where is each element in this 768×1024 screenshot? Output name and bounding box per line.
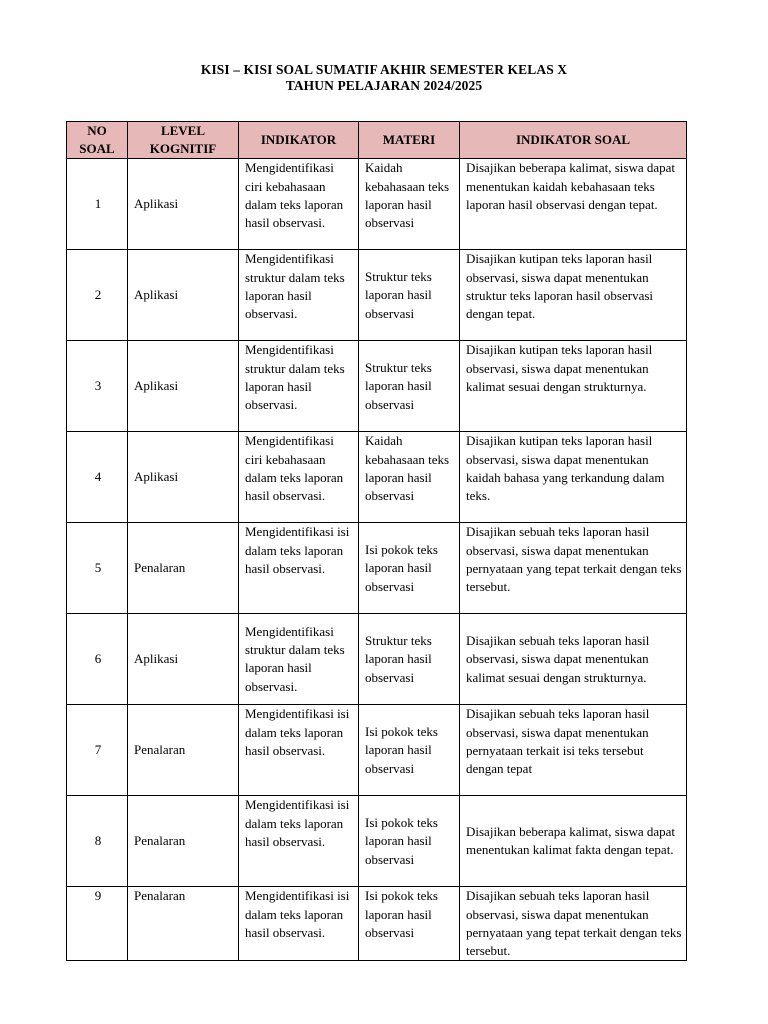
cell-level: Aplikasi — [128, 250, 239, 341]
cell-indikator: Mengidentifikasi struktur dalam teks laporan hasil observasi. — [239, 614, 359, 705]
table-row — [67, 523, 687, 614]
page-title — [0, 62, 768, 94]
cell-no: 5 — [67, 523, 128, 614]
cell-level: Penalaran — [128, 523, 239, 614]
cell-indikator-soal: Disajikan kutipan teks laporan hasil observasi, siswa dapat menentukan kaidah bahasa yang terkandung dalam teks. — [460, 432, 687, 523]
cell-materi: Isi pokok teks laporan hasil observasi — [359, 887, 460, 961]
header-no-soal: NO SOAL — [67, 122, 128, 159]
cell-no: 3 — [67, 341, 128, 432]
cell-indikator-soal: Disajikan sebuah teks laporan hasil observasi, siswa dapat menentukan pernyataan yang tepat terkait dengan teks tersebut. — [460, 523, 687, 614]
table-row — [67, 159, 687, 250]
cell-materi: Kaidah kebahasaan teks laporan hasil observasi — [359, 432, 460, 523]
table-row — [67, 250, 687, 341]
table-row — [67, 432, 687, 523]
cell-level: Penalaran — [128, 887, 239, 961]
header-materi: MATERI — [359, 122, 460, 159]
cell-level: Aplikasi — [128, 341, 239, 432]
cell-materi: Struktur teks laporan hasil observasi — [359, 614, 460, 705]
table-row — [67, 705, 687, 796]
cell-materi: Struktur teks laporan hasil observasi — [359, 250, 460, 341]
cell-indikator-soal: Disajikan beberapa kalimat, siswa dapat menentukan kalimat fakta dengan tepat. — [460, 796, 687, 887]
cell-indikator: Mengidentifikasi isi dalam teks laporan hasil observasi. — [239, 523, 359, 614]
cell-no: 4 — [67, 432, 128, 523]
cell-materi: Isi pokok teks laporan hasil observasi — [359, 796, 460, 887]
title-line-1: KISI – KISI SOAL SUMATIF AKHIR SEMESTER KELAS X — [200, 62, 568, 77]
header-indikator-soal: INDIKATOR SOAL — [460, 122, 687, 159]
cell-indikator-soal: Disajikan beberapa kalimat, siswa dapat menentukan kaidah kebahasaan teks laporan hasil observasi dengan tepat. — [460, 159, 687, 250]
cell-materi: Isi pokok teks laporan hasil observasi — [359, 705, 460, 796]
table-row — [67, 341, 687, 432]
header-indikator: INDIKATOR — [239, 122, 359, 159]
cell-indikator-soal: Disajikan kutipan teks laporan hasil observasi, siswa dapat menentukan kalimat sesuai dengan strukturnya. — [460, 341, 687, 432]
cell-materi: Struktur teks laporan hasil observasi — [359, 341, 460, 432]
cell-no: 7 — [67, 705, 128, 796]
cell-indikator: Mengidentifikasi ciri kebahasaan dalam teks laporan hasil observasi. — [239, 159, 359, 250]
cell-materi: Isi pokok teks laporan hasil observasi — [359, 523, 460, 614]
cell-indikator-soal: Disajikan sebuah teks laporan hasil observasi, siswa dapat menentukan pernyataan terkait isi teks tersebut dengan tepat — [460, 705, 687, 796]
cell-indikator-soal: Disajikan sebuah teks laporan hasil observasi, siswa dapat menentukan kalimat sesuai dengan strukturnya. — [460, 614, 687, 705]
cell-indikator: Mengidentifikasi isi dalam teks laporan hasil observasi. — [239, 796, 359, 887]
cell-no: 8 — [67, 796, 128, 887]
title-line-2: TAHUN PELAJARAN 2024/2025 — [285, 78, 483, 93]
cell-indikator-soal: Disajikan sebuah teks laporan hasil observasi, siswa dapat menentukan pernyataan yang tepat terkait dengan teks tersebut. — [460, 887, 687, 961]
cell-level: Penalaran — [128, 705, 239, 796]
kisi-kisi-table — [66, 121, 687, 961]
table-header-row — [67, 122, 687, 159]
cell-indikator-soal: Disajikan kutipan teks laporan hasil observasi, siswa dapat menentukan struktur teks laporan hasil observasi dengan tepat. — [460, 250, 687, 341]
table-row — [67, 614, 687, 705]
cell-no: 9 — [67, 887, 128, 961]
cell-no: 6 — [67, 614, 128, 705]
cell-level: Aplikasi — [128, 614, 239, 705]
cell-level: Penalaran — [128, 796, 239, 887]
cell-indikator: Mengidentifikasi ciri kebahasaan dalam teks laporan hasil observasi. — [239, 432, 359, 523]
table-row — [67, 887, 687, 961]
cell-no: 1 — [67, 159, 128, 250]
table-row — [67, 796, 687, 887]
cell-level: Aplikasi — [128, 432, 239, 523]
cell-no: 2 — [67, 250, 128, 341]
cell-indikator: Mengidentifikasi struktur dalam teks laporan hasil observasi. — [239, 341, 359, 432]
cell-indikator: Mengidentifikasi isi dalam teks laporan hasil observasi. — [239, 705, 359, 796]
header-level-kognitif: LEVEL KOGNITIF — [128, 122, 239, 159]
cell-level: Aplikasi — [128, 159, 239, 250]
cell-indikator: Mengidentifikasi isi dalam teks laporan hasil observasi. — [239, 887, 359, 961]
cell-materi: Kaidah kebahasaan teks laporan hasil observasi — [359, 159, 460, 250]
cell-indikator: Mengidentifikasi struktur dalam teks laporan hasil observasi. — [239, 250, 359, 341]
